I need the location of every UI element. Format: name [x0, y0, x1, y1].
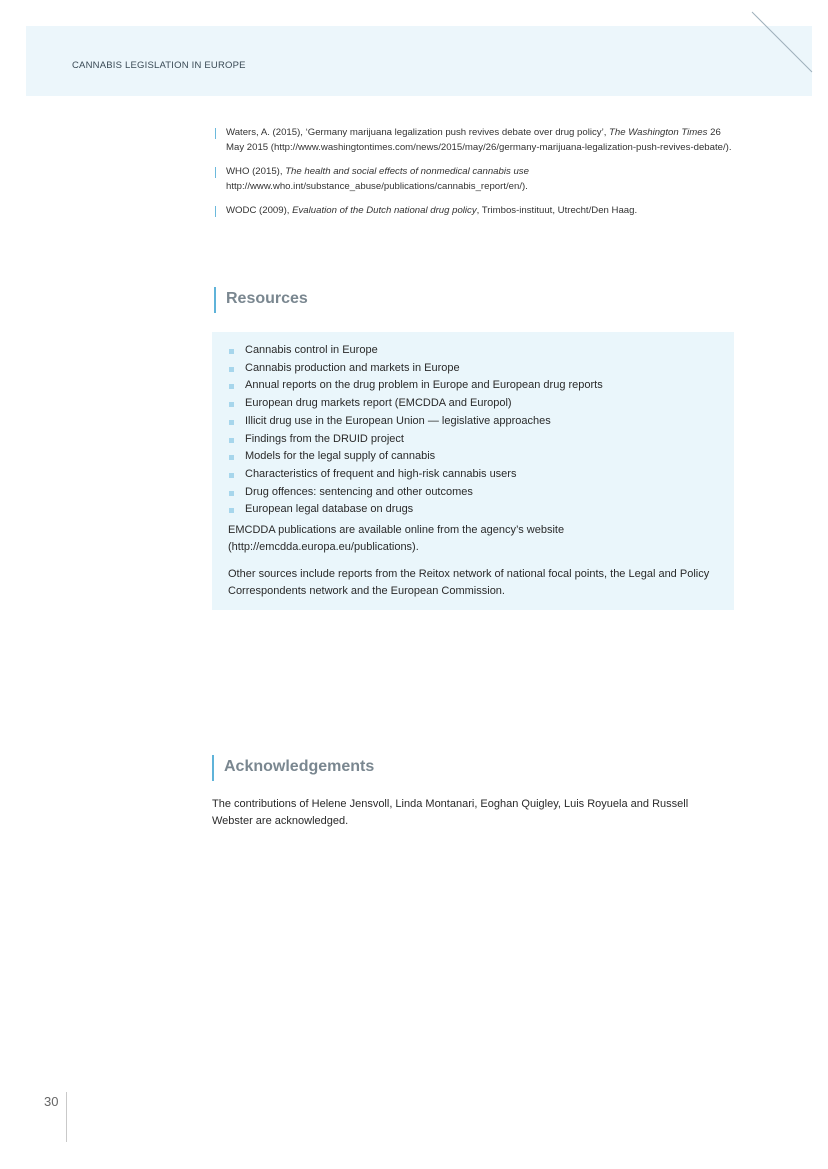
page-number: 30: [44, 1094, 59, 1109]
reference-item: WODC (2009), Evaluation of the Dutch national drug policy, Trimbos-instituut, Utrecht/Den Haag.: [212, 204, 732, 219]
list-item: Models for the legal supply of cannabis: [228, 448, 603, 466]
resources-list: [228, 342, 603, 519]
publications-note: EMCDDA publications are available online from the agency’s website (http://emcdda.europa.eu/publications).: [228, 524, 565, 553]
reference-item: Waters, A. (2015), ‘Germany marijuana legalization push revives debate over drug policy’, The Washington Times 26 May 2015 (http://www.washingtontimes.com/news/2015/may/26/germany-marijuana-legalization-push-revives-debate/).: [212, 126, 732, 155]
list-item: Illicit drug use in the European Union — legislative approaches: [228, 413, 603, 431]
list-item: European drug markets report (EMCDDA and Europol): [228, 395, 603, 413]
running-header: CANNABIS LEGISLATION IN EUROPE: [72, 60, 246, 71]
page-number-rule: [66, 1092, 67, 1142]
corner-decoration: [750, 10, 820, 80]
list-item: Cannabis production and markets in Europe: [228, 360, 603, 378]
list-item: Findings from the DRUID project: [228, 431, 603, 449]
resources-heading: Resources: [214, 290, 308, 308]
reference-item: WHO (2015), The health and social effects of nonmedical cannabis use http://www.who.int/substance_abuse/publications/cannabis_report/en/).: [212, 165, 732, 194]
list-item: Cannabis control in Europe: [228, 342, 603, 360]
other-sources-note: Other sources include reports from the Reitox network of national focal points, the Legal and Policy Correspondents network and the European Commission.: [228, 568, 710, 597]
list-item: Drug offences: sentencing and other outcomes: [228, 484, 603, 502]
list-item: Annual reports on the drug problem in Europe and European drug reports: [228, 377, 603, 395]
list-item: European legal database on drugs: [228, 501, 603, 519]
acknowledgements-heading: Acknowledgements: [212, 758, 374, 776]
acknowledgements-text: The contributions of Helene Jensvoll, Linda Montanari, Eoghan Quigley, Luis Royuela and Russell Webster are acknowledged.: [212, 798, 689, 827]
resources-box: [212, 332, 734, 610]
reference-list: [212, 126, 732, 229]
list-item: Characteristics of frequent and high-risk cannabis users: [228, 466, 603, 484]
